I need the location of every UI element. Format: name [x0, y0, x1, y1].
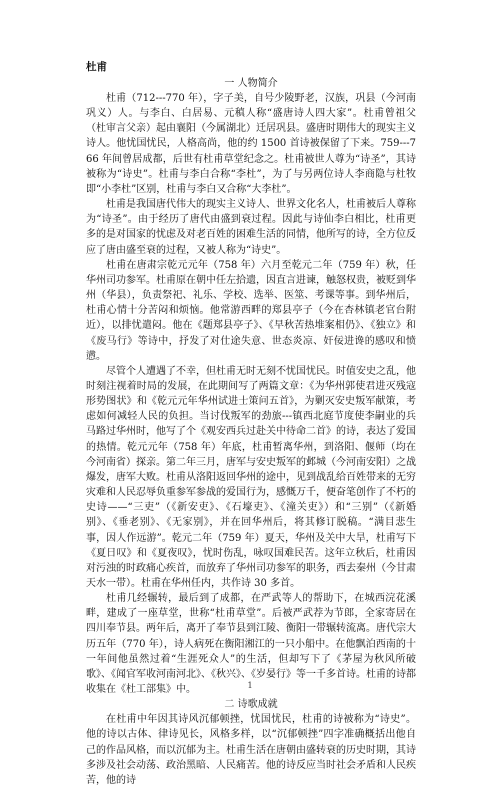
paragraph: 在杜甫中年因其诗风沉郁顿挫，忧国忧民，杜甫的诗被称为“诗史”。他的诗以古体、律诗见长，风格多样，以“沉郁顿挫”四字准确概括出他自己的作品风格，而以沉郁为主。杜甫生活在唐朝由盛转衰的历史时期，其诗多涉及社会动荡、政治黑暗、人民痛苦。他的诗反应当时社会矛盾和人民疾苦，他的诗 — [86, 714, 416, 786]
page-number: 1 — [247, 681, 253, 690]
paragraph: 杜甫几经辗转，最后到了成都，在严武等人的帮助下，在城西浣花溪畔，建成了一座草堂，世称“杜甫草堂”。后被严武荐为节郎，全家寄居在四川奉节县。两年后，离开了奉节县到江陵、衡阳一带辗转流离。唐代宗大历五年（770 年），诗人病死在衡阳湘江的一只小船中。在他飘泊西南的十一年间他虽然过着“生涯死众人”的生活，但却写下了《茅屋为秋风所破歌》、《闻官军收河南河北》、《秋兴》、《岁晏行》等一千多首诗。杜甫的诗都收集在《杜工部集》中。 — [86, 593, 416, 696]
document-body — [86, 60, 416, 788]
section-heading-profile: 一 人物简介 — [224, 78, 278, 89]
paragraph: 杜甫在唐肃宗乾元元年（758 年）六月至乾元二年（759 年）秋，任华州司功参军。杜甫原在朝中任左拾遗，因直言进谏，触怒权贵，被贬到华州（华县），负责祭祀、礼乐、学校、选举、医筮、考课等事。到华州后，杜甫心情十分苦闷和烦恼。他常游西畔的郑县亭子（今在杏林镇老官台附近），以排忧遣闷。他在《题郑县亭子》、《早秋苦热堆案相仍》、《独立》和《废马行》等诗中，抒发了对仕途失意、世态炎凉、奸佞进谗的感叹和愤懑。 — [86, 259, 416, 362]
paragraph: 尽管个人遭遇了不幸，但杜甫无时无刻不忧国忧民。时值安史之乱，他时刻注视着时局的发展，在此期间写了两篇文章：《为华州郭使君进灭残寇形势图状》和《乾元元年华州试进士策问五首》，为剿灭安史叛军献策，考虑如何减轻人民的负担。当讨伐叛军的劲旅---镇西北庭节度使李嗣业的兵马路过华州时，他写了个《观安西兵过赴关中待命二首》的诗，表达了爱国的热情。乾元元年（758 年）年底，杜甫暂离华州，到洛阳、偃师（均在今河南省）探亲。第二年三月，唐军与安史叛军的邺城（今河南安阳）之战爆发，唐军大败。杜甫从洛阳返回华州的途中，见到战乱给百姓带来的无穷灾难和人民忍辱负重参军参战的爱国行为，感慨万千，便奋笔创作了不朽的史诗——“三吏”（《新安吏》、《石壕吏》、《潼关吏》）和“三别”（《新婚别》、《垂老别》、《无家别》，并在回华州后，将其修订脱稿。“满目悲生事，因人作远游”。乾元二年（759 年）夏天，华州及关中大旱，杜甫写下《夏日叹》和《夏夜叹》，忧时伤乱，咏叹国难民苦。这年立秋后，杜甫因对污浊的时政痛心疾首，而放弃了华州司功参军的职务，西去秦州（今甘肃天水一带）。杜甫在华州任内，共作诗 30 多首。 — [86, 365, 416, 589]
document-title: 杜甫 — [86, 61, 107, 73]
paragraph: 杜甫是我国唐代伟大的现实主义诗人、世界文化名人，杜甫被后人尊称为“诗圣”。由于经历了唐代由盛到衰过程。因此与诗仙李白相比，杜甫更多的是对国家的忧虑及对老百姓的困难生活的同情，他所写的诗，全方位反应了唐由盛至衰的过程，又被人称为“诗史”。 — [86, 199, 416, 256]
paragraph: 杜甫（712---770 年），字子美，自号少陵野老，汉族，巩县（今河南巩义）人。与李白、白居易、元稹人称“盛唐诗人四大家”。杜甫曾祖父（杜审言父亲）起由襄阳（今属湖北）迁居巩县。盛唐时期伟大的现实主义诗人。他忧国忧民，人格高尚，他的约 1500 首诗被保留了下来。759---766 年间曾居成都，后世有杜甫草堂纪念之。杜甫被世人尊为“诗圣”，其诗被称为“诗史”。杜甫与李白合称“李杜”，为了与另两位诗人李商隐与杜牧即“小李杜”区别，杜甫与李白又合称“大李杜”。 — [86, 93, 416, 195]
section-heading-poetry: 二 诗歌成就 — [224, 699, 278, 711]
